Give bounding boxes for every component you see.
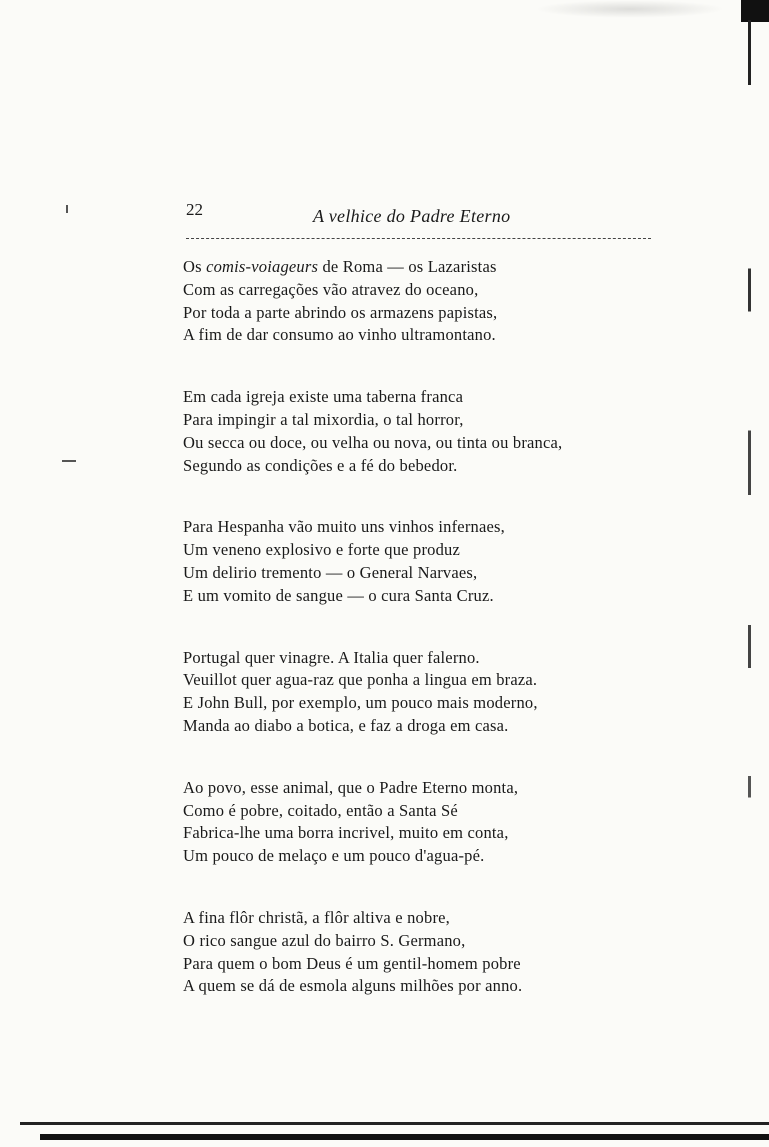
page-number: 22 [186, 200, 203, 219]
verse-italic-text: comis-voiageurs [206, 257, 319, 276]
verse-text: Como é pobre, coitado, então a Santa Sé [183, 800, 458, 820]
verse-line [183, 669, 663, 692]
verse-line [183, 256, 663, 279]
verse-line [183, 930, 663, 953]
scan-right-border [748, 20, 751, 1100]
verse-line [183, 777, 663, 800]
verse-line [183, 692, 663, 715]
verse-text: Manda ao diabo a botica, e faz a droga em casa. [183, 715, 509, 735]
verse-line [183, 516, 663, 539]
stanza [183, 777, 663, 868]
verse-text: E John Bull, por exemplo, um pouco mais moderno, [183, 693, 538, 713]
verse-text: A fina flôr christã, a flôr altiva e nobre, [183, 907, 451, 927]
verse-text: Os [183, 257, 207, 276]
verse-text: Ou secca ou doce, ou velha ou nova, ou tinta ou branca, [183, 432, 563, 452]
verse-text: Veuillot quer agua-raz que ponha a lingua em braza. [183, 670, 538, 690]
verse-line [183, 386, 663, 409]
verse-line [183, 585, 663, 608]
verse-line [183, 975, 663, 998]
verse-line [183, 647, 663, 670]
verse-line [183, 279, 663, 302]
verse-line [183, 845, 663, 868]
scan-smudge [535, 0, 725, 18]
verse-text: Um pouco de melaço e um pouco d'agua-pé. [183, 846, 485, 866]
verse-line [183, 953, 663, 976]
verse-text: Para impingir a tal mixordia, o tal horror, [183, 409, 464, 429]
verse-line [183, 324, 663, 347]
verse-text: de Roma — os Lazaristas [318, 257, 497, 276]
verse-text: Para quem o bom Deus é um gentil-homem pobre [183, 953, 521, 973]
verse-line [183, 455, 663, 478]
verse-text: E um vomito de sangue — o cura Santa Cruz. [183, 585, 494, 605]
verse-text: Um veneno explosivo e forte que produz [183, 540, 461, 560]
verse-text: A quem se dá de esmola alguns milhões por anno. [183, 976, 523, 996]
running-title: A velhice do Padre Eterno [313, 206, 511, 226]
stanza [183, 256, 663, 347]
verse-text: O rico sangue azul do bairro S. Germano, [183, 930, 466, 950]
verse-line [183, 907, 663, 930]
stanza [183, 516, 663, 607]
verse-line [183, 432, 663, 455]
verse-line [183, 715, 663, 738]
stanza [183, 907, 663, 998]
scan-bottom-border [20, 1122, 769, 1125]
verse-line [183, 822, 663, 845]
scan-bottom-edge [40, 1134, 769, 1140]
verse-line [183, 539, 663, 562]
verse-text: Fabrica-lhe uma borra incrivel, muito em conta, [183, 823, 509, 843]
verse-text: Com as carregações vão atravez do oceano, [183, 279, 479, 299]
verse-line [183, 409, 663, 432]
verse-line [183, 800, 663, 823]
scan-speck [62, 460, 76, 462]
verse-text: Um delirio tremento — o General Narvaes, [183, 562, 478, 582]
verse-text: Para Hespanha vão muito uns vinhos infernaes, [183, 517, 505, 537]
verse-text: Segundo as condições e a fé do bebedor. [183, 455, 458, 475]
verse-text: A fim de dar consumo ao vinho ultramontano. [183, 325, 496, 345]
stanza [183, 647, 663, 738]
verse-line [183, 302, 663, 325]
verse-text: Portugal quer vinagre. A Italia quer falerno. [183, 647, 480, 667]
verse-text: Por toda a parte abrindo os armazens papistas, [183, 302, 498, 322]
verse-text: Ao povo, esse animal, que o Padre Eterno monta, [183, 777, 519, 797]
stanza [183, 386, 663, 477]
scan-edge-mark [741, 0, 769, 22]
scan-speck [66, 205, 68, 213]
verse-line [183, 562, 663, 585]
poem-body [183, 256, 663, 1037]
page-header [186, 200, 651, 239]
verse-text: Em cada igreja existe uma taberna franca [183, 387, 464, 407]
